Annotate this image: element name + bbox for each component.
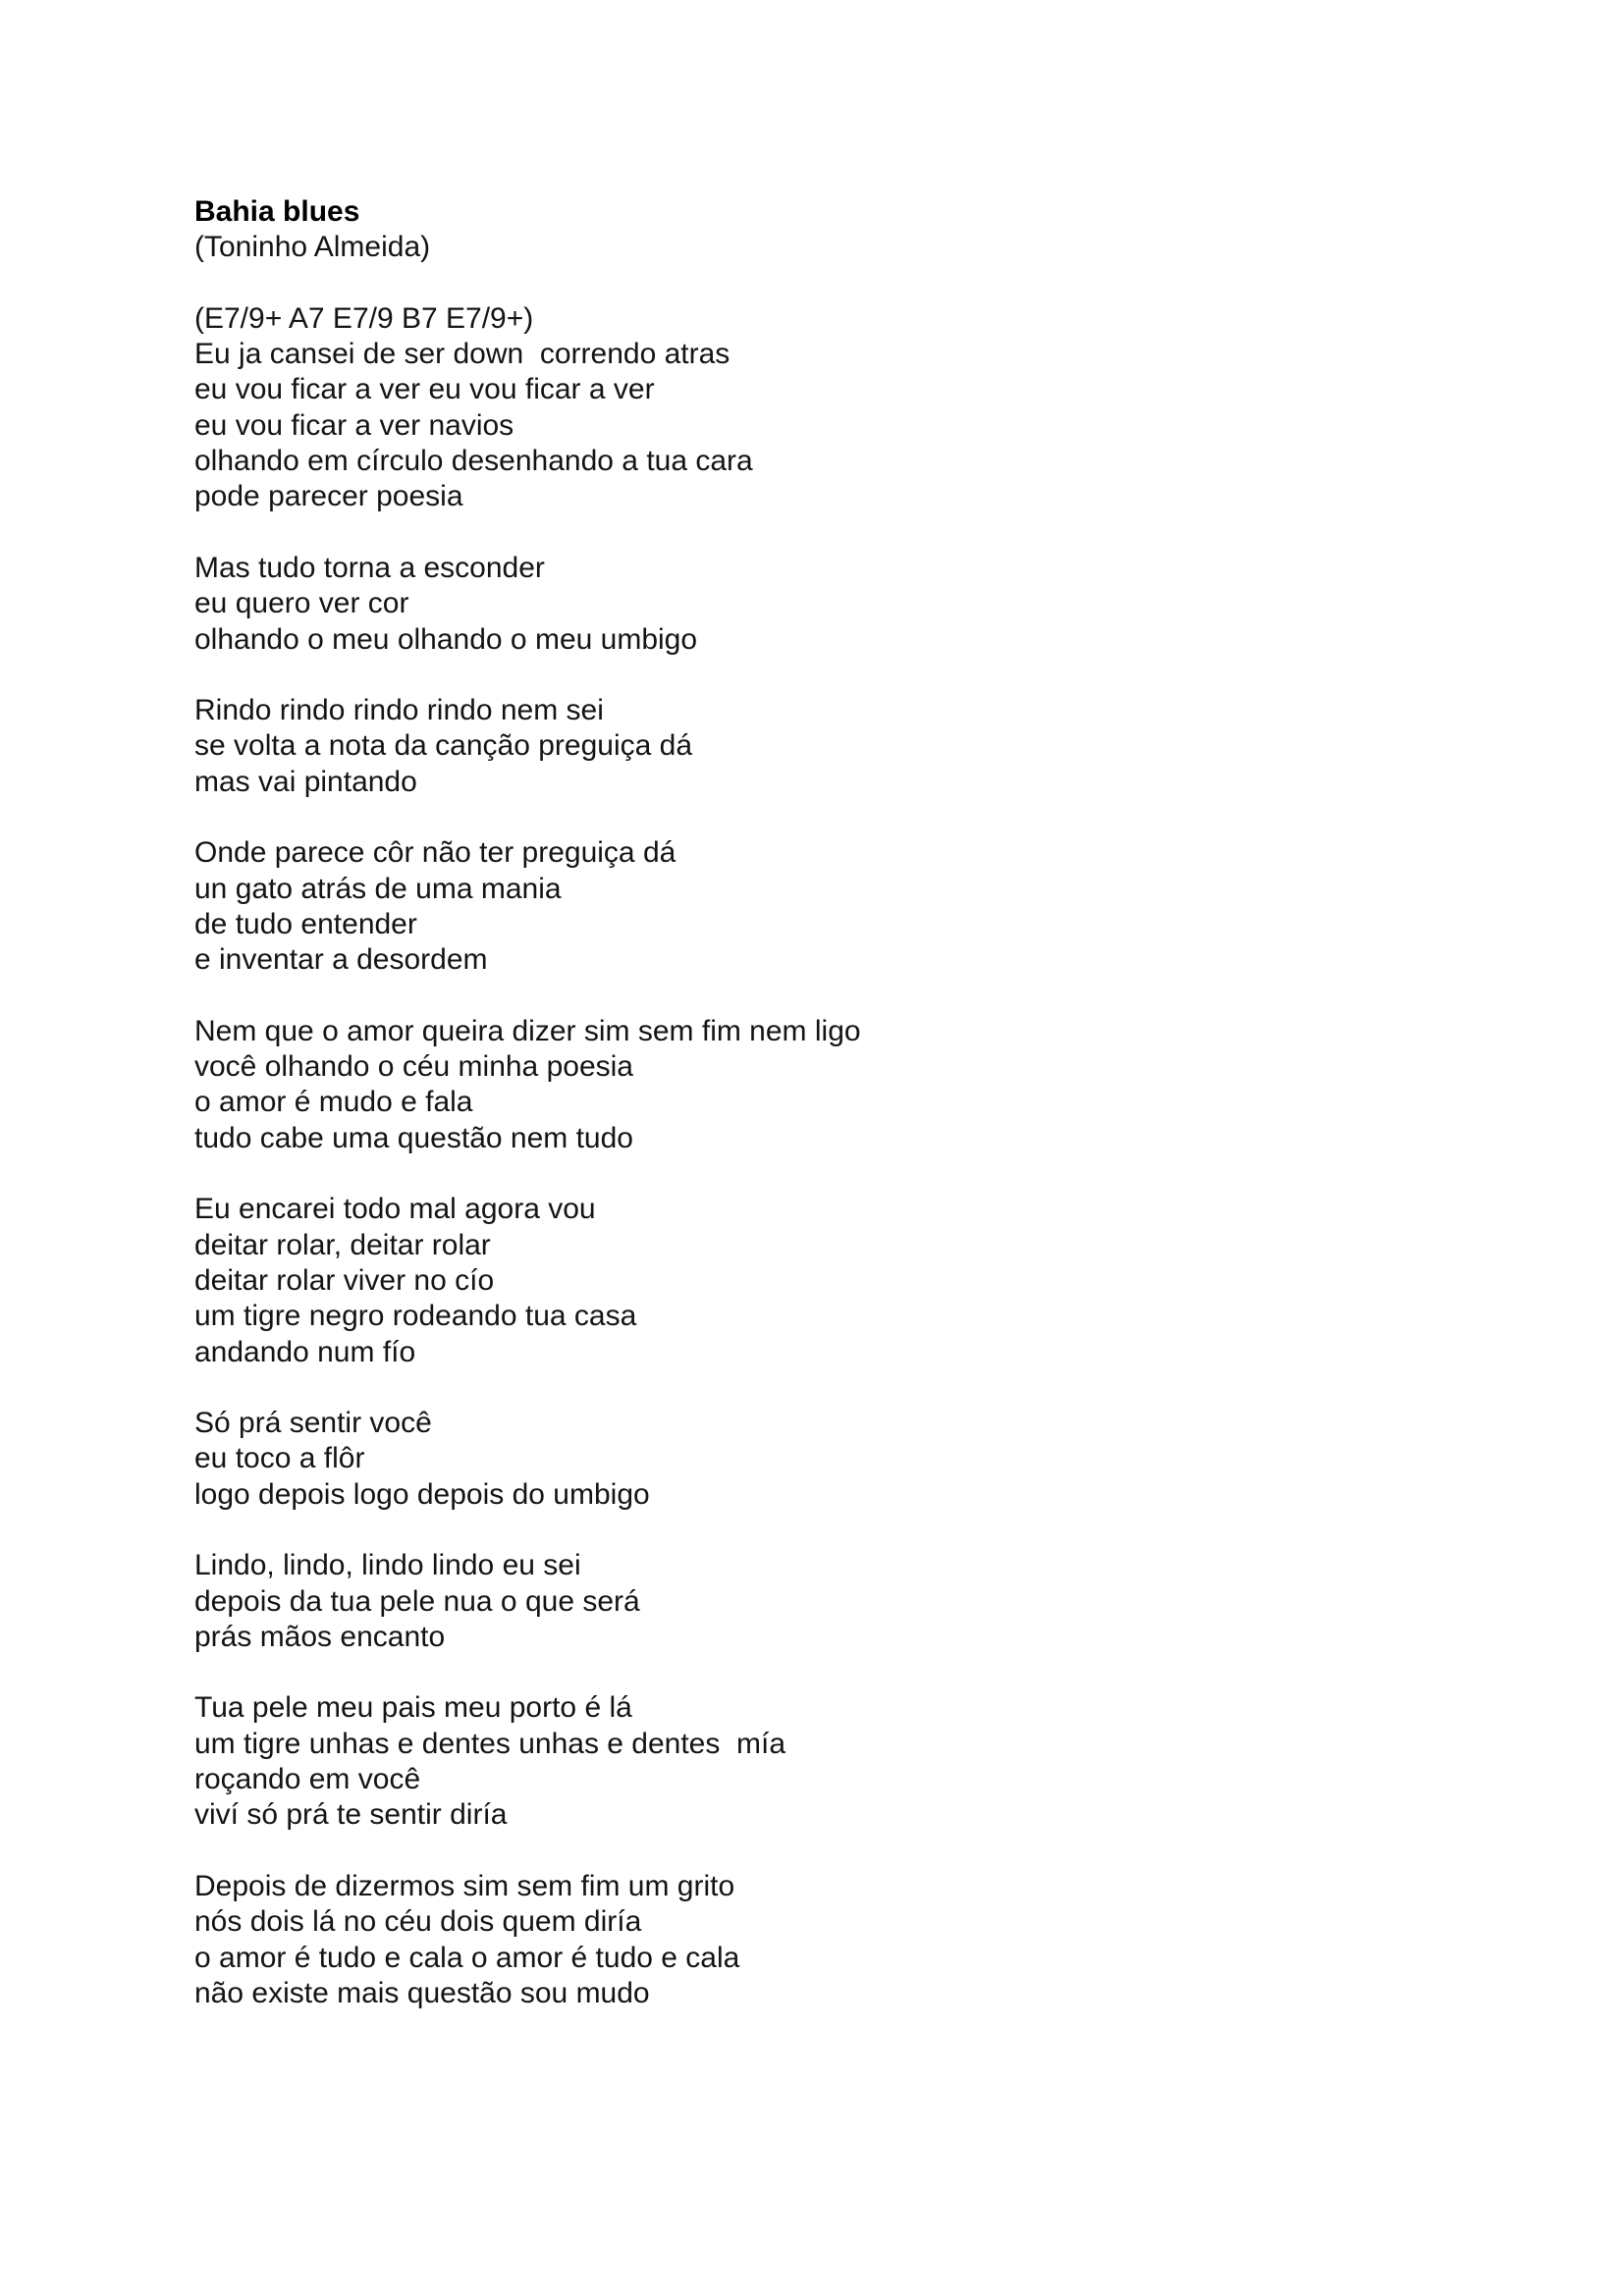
stanza-7 bbox=[194, 1406, 1471, 1513]
lyric-line: Depois de dizermos sim sem fim um grito bbox=[194, 1869, 735, 1902]
lyric-line: olhando em círculo desenhando a tua cara bbox=[194, 445, 753, 478]
stanza-3 bbox=[194, 693, 1471, 800]
lyric-line: e inventar a desordem bbox=[194, 943, 488, 977]
lyric-line: um tigre negro rodeando tua casa bbox=[194, 1300, 637, 1333]
lyric-line: Só prá sentir você bbox=[194, 1407, 432, 1440]
stanza-gap bbox=[194, 1513, 1471, 1548]
lyric-line: você olhando o céu minha poesia bbox=[194, 1050, 633, 1084]
lyric-line: não existe mais questão sou mudo bbox=[194, 1976, 650, 2009]
lyric-line: olhando o meu olhando o meu umbigo bbox=[194, 622, 698, 656]
lyric-line: o amor é mudo e fala bbox=[194, 1086, 473, 1119]
lyric-line: deitar rolar viver no cío bbox=[194, 1263, 495, 1297]
lyric-line: se volta a nota da canção preguiça dá bbox=[194, 729, 693, 763]
stanza-gap bbox=[194, 1156, 1471, 1192]
stanza-gap bbox=[194, 1370, 1471, 1406]
stanza-2 bbox=[194, 551, 1471, 658]
lyric-line: eu quero ver cor bbox=[194, 587, 409, 620]
lyric-line: prás mãos encanto bbox=[194, 1620, 446, 1653]
lyric-line: um tigre unhas e dentes unhas e dentes mía bbox=[194, 1727, 786, 1760]
stanza-gap bbox=[194, 266, 1471, 301]
lyric-line: andando num fío bbox=[194, 1335, 416, 1368]
stanza-4 bbox=[194, 835, 1471, 978]
lyric-line: Lindo, lindo, lindo lindo eu sei bbox=[194, 1549, 581, 1582]
lyric-line: pode parecer poesia bbox=[194, 480, 463, 513]
stanza-6 bbox=[194, 1192, 1471, 1369]
song-author: (Toninho Almeida) bbox=[194, 231, 431, 264]
song-lyrics bbox=[194, 194, 1471, 2011]
lyric-line: tudo cabe uma questão nem tudo bbox=[194, 1121, 633, 1154]
stanza-gap bbox=[194, 515, 1471, 551]
stanza-8 bbox=[194, 1548, 1471, 1655]
lyric-line: eu vou ficar a ver eu vou ficar a ver bbox=[194, 373, 655, 406]
lyric-line: un gato atrás de uma mania bbox=[194, 872, 562, 905]
stanza-gap bbox=[194, 658, 1471, 693]
lyric-line: Eu ja cansei de ser down correndo atras bbox=[194, 338, 730, 371]
stanza-1 bbox=[194, 301, 1471, 515]
lyric-line: Rindo rindo rindo rindo nem sei bbox=[194, 694, 604, 727]
stanza-10 bbox=[194, 1869, 1471, 2011]
lyric-line: Onde parece côr não ter preguiça dá bbox=[194, 836, 676, 870]
lyric-line: deitar rolar, deitar rolar bbox=[194, 1228, 491, 1261]
stanza-gap bbox=[194, 979, 1471, 1014]
chord-line: (E7/9+ A7 E7/9 B7 E7/9+) bbox=[194, 301, 534, 335]
lyric-line: roçando em você bbox=[194, 1763, 421, 1796]
lyric-line: Tua pele meu pais meu porto é lá bbox=[194, 1691, 632, 1725]
lyric-line: o amor é tudo e cala o amor é tudo e cala bbox=[194, 1941, 740, 1974]
lyric-line: Eu encarei todo mal agora vou bbox=[194, 1193, 596, 1226]
stanza-gap bbox=[194, 800, 1471, 835]
lyric-line: eu vou ficar a ver navios bbox=[194, 408, 514, 442]
stanza-gap bbox=[194, 1834, 1471, 1869]
lyric-line: depois da tua pele nua o que será bbox=[194, 1584, 640, 1618]
lyric-line: eu toco a flôr bbox=[194, 1442, 365, 1475]
lyric-line: viví só prá te sentir diría bbox=[194, 1798, 508, 1832]
lyric-line: Nem que o amor queira dizer sim sem fim nem ligo bbox=[194, 1014, 861, 1047]
lyric-line: nós dois lá no céu dois quem diría bbox=[194, 1905, 642, 1939]
lyric-line: Mas tudo torna a esconder bbox=[194, 551, 545, 584]
stanza-5 bbox=[194, 1014, 1471, 1156]
lyric-line: logo depois logo depois do umbigo bbox=[194, 1477, 650, 1511]
lyric-line: mas vai pintando bbox=[194, 765, 417, 798]
stanza-9 bbox=[194, 1690, 1471, 1833]
lyric-line: de tudo entender bbox=[194, 907, 417, 940]
song-title: Bahia blues bbox=[194, 195, 360, 228]
stanza-gap bbox=[194, 1655, 1471, 1690]
